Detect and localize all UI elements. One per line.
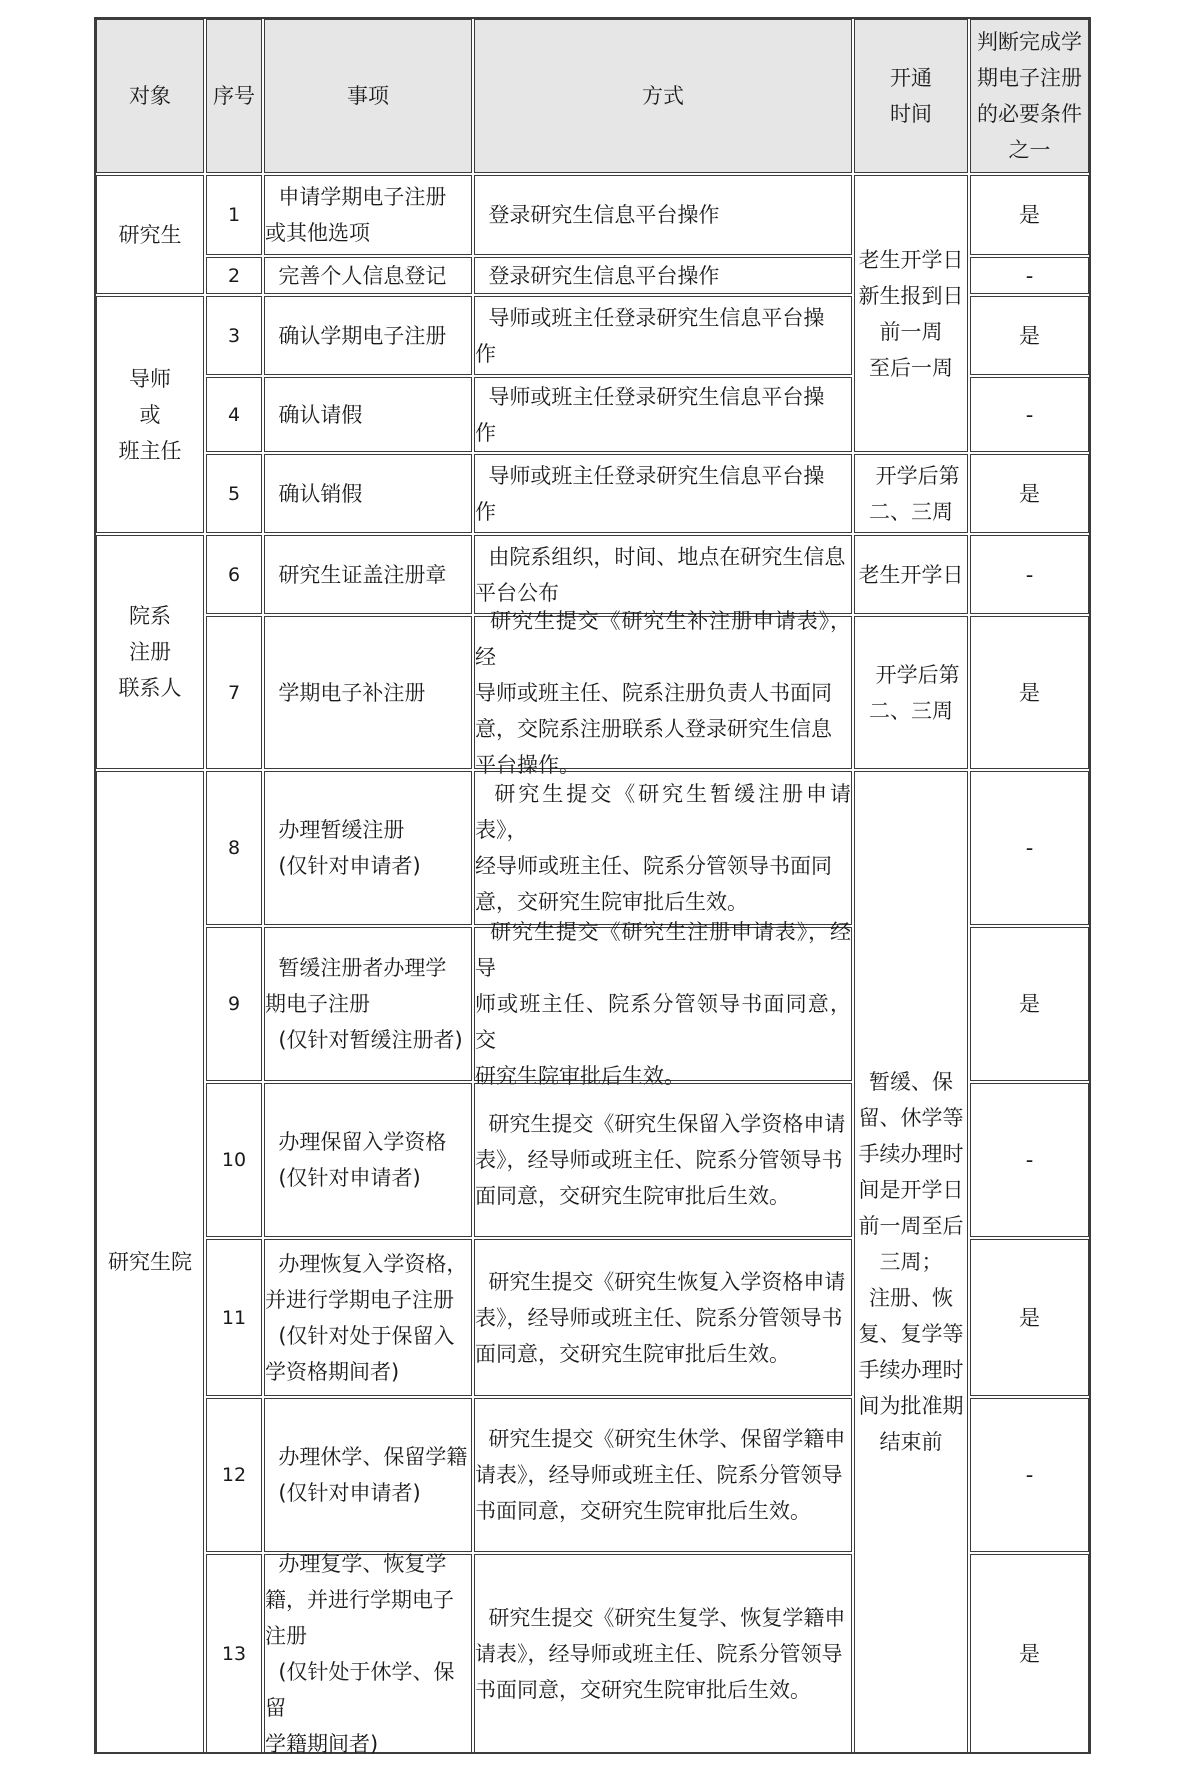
table-row-item: 确认销假: [264, 454, 472, 533]
table-row-method: 登录研究生信息平台操作: [474, 257, 852, 294]
table-row-item: 确认请假: [264, 377, 472, 452]
table-row-method: 研究生提交《研究生补注册申请表》，经 导师或班主任、院系注册负责人书面同 意，交院系注册联系人登录研究生信息 平台操作。: [475, 608, 852, 777]
time-cell: 老生开学日 新生报到日 前一周 至后一周: [854, 175, 968, 452]
table-row-seq: 7: [206, 616, 262, 769]
table-row-method: 研究生提交《研究生暂缓注册申请表》， 经导师或班主任、院系分管领导书面同 意，交研究生院审批后生效。: [474, 771, 852, 925]
table-row-method: 导师或班主任登录研究生信息平台操 作: [474, 454, 852, 533]
group-dept: 院系 注册 联系人: [96, 535, 204, 769]
table-row-seq: 12: [206, 1398, 262, 1552]
table-row-seq: 1: [206, 175, 262, 255]
table-row-seq: 9: [206, 927, 262, 1081]
time-cell: 暂缓、保 留、休学等 手续办理时 间是开学日 前一周至后 三周； 注册、恢 复、复学等 手续办理时 间为批准期 结束前: [854, 771, 968, 1753]
header-seq: 序号: [206, 19, 262, 173]
table-row-seq: 4: [206, 377, 262, 452]
table-row-method: 由院系组织，时间、地点在研究生信息 平台公布: [474, 535, 852, 614]
header-time: 开通 时间: [854, 19, 968, 173]
header-required: 判断完成学 期电子注册 的必要条件 之一: [970, 19, 1089, 173]
table-row-method: 研究生提交《研究生保留入学资格申请 表》，经导师或班主任、院系分管领导书 面同意，交研究生院审批后生效。: [474, 1083, 852, 1237]
table-row-item: 办理保留入学资格 (仅针对申请者): [264, 1083, 472, 1237]
table-row-required: -: [970, 535, 1089, 614]
time-cell: 开学后第 二、三周: [854, 454, 968, 533]
table-row-required: -: [970, 1083, 1089, 1237]
table-row-seq: 6: [206, 535, 262, 614]
table-row-required: -: [970, 257, 1089, 294]
table-row-seq: 5: [206, 454, 262, 533]
time-cell: 开学后第 二、三周: [854, 616, 968, 769]
table-row-method: 导师或班主任登录研究生信息平台操 作: [474, 377, 852, 452]
table-row-item: 确认学期电子注册: [264, 296, 472, 375]
table-row-item: 研究生证盖注册章: [264, 535, 472, 614]
table-row-method: 研究生提交《研究生休学、保留学籍申 请表》，经导师或班主任、院系分管领导 书面同意，交研究生院审批后生效。: [474, 1398, 852, 1552]
table-row-required: 是: [970, 1554, 1089, 1753]
table-row-required: -: [970, 377, 1089, 452]
table-row-item: 办理暂缓注册 (仅针对申请者): [264, 771, 472, 925]
header-subject: 对象: [96, 19, 204, 173]
table-row-seq: 8: [206, 771, 262, 925]
table-row-method: 登录研究生信息平台操作: [474, 175, 852, 255]
table-row-item: 完善个人信息登记: [264, 257, 472, 294]
table-row-method: 研究生提交《研究生恢复入学资格申请 表》，经导师或班主任、院系分管领导书 面同意，交研究生院审批后生效。: [474, 1239, 852, 1396]
header-item: 事项: [264, 19, 472, 173]
table-row-required: 是: [970, 454, 1089, 533]
table-row-required: 是: [970, 296, 1089, 375]
table-row-seq: 13: [206, 1554, 262, 1753]
table-row-seq: 10: [206, 1083, 262, 1237]
table-row-method: 导师或班主任登录研究生信息平台操 作: [474, 296, 852, 375]
table-row-required: 是: [970, 175, 1089, 255]
table-row-required: 是: [970, 927, 1089, 1081]
table-row-seq: 2: [206, 257, 262, 294]
group-student: 研究生: [96, 175, 204, 294]
table-row-seq: 3: [206, 296, 262, 375]
table-row-seq: 11: [206, 1239, 262, 1396]
group-advisor: 导师 或 班主任: [96, 296, 204, 533]
table-row-method: 研究生提交《研究生复学、恢复学籍申 请表》，经导师或班主任、院系分管领导 书面同意，交研究生院审批后生效。: [474, 1554, 852, 1753]
table-row-item: 学期电子补注册: [264, 616, 472, 769]
table-row-item: 办理复学、恢复学 籍，并进行学期电子 注册 (仅针处于休学、保留 学籍期间者): [264, 1554, 472, 1753]
table-row-item: 申请学期电子注册 或其他选项: [264, 175, 472, 255]
table-row-required: 是: [970, 616, 1089, 769]
table-row-method: 研究生提交《研究生注册申请表》，经导 师或班主任、院系分管领导书面同意，交 研究生院审批后生效。: [475, 920, 852, 1088]
table-row-item: 暂缓注册者办理学 期电子注册 (仅针对暂缓注册者): [264, 927, 472, 1081]
table-row-item: 办理恢复入学资格， 并进行学期电子注册 (仅针对处于保留入 学资格期间者): [264, 1239, 472, 1396]
group-school: 研究生院: [96, 771, 204, 1753]
table-row-required: -: [970, 771, 1089, 925]
table-row-required: 是: [970, 1239, 1089, 1396]
table-row-required: -: [970, 1398, 1089, 1552]
header-method: 方式: [474, 19, 852, 173]
time-cell: 老生开学日: [854, 535, 968, 614]
table-row-item: 办理休学、保留学籍 (仅针对申请者): [264, 1398, 472, 1552]
